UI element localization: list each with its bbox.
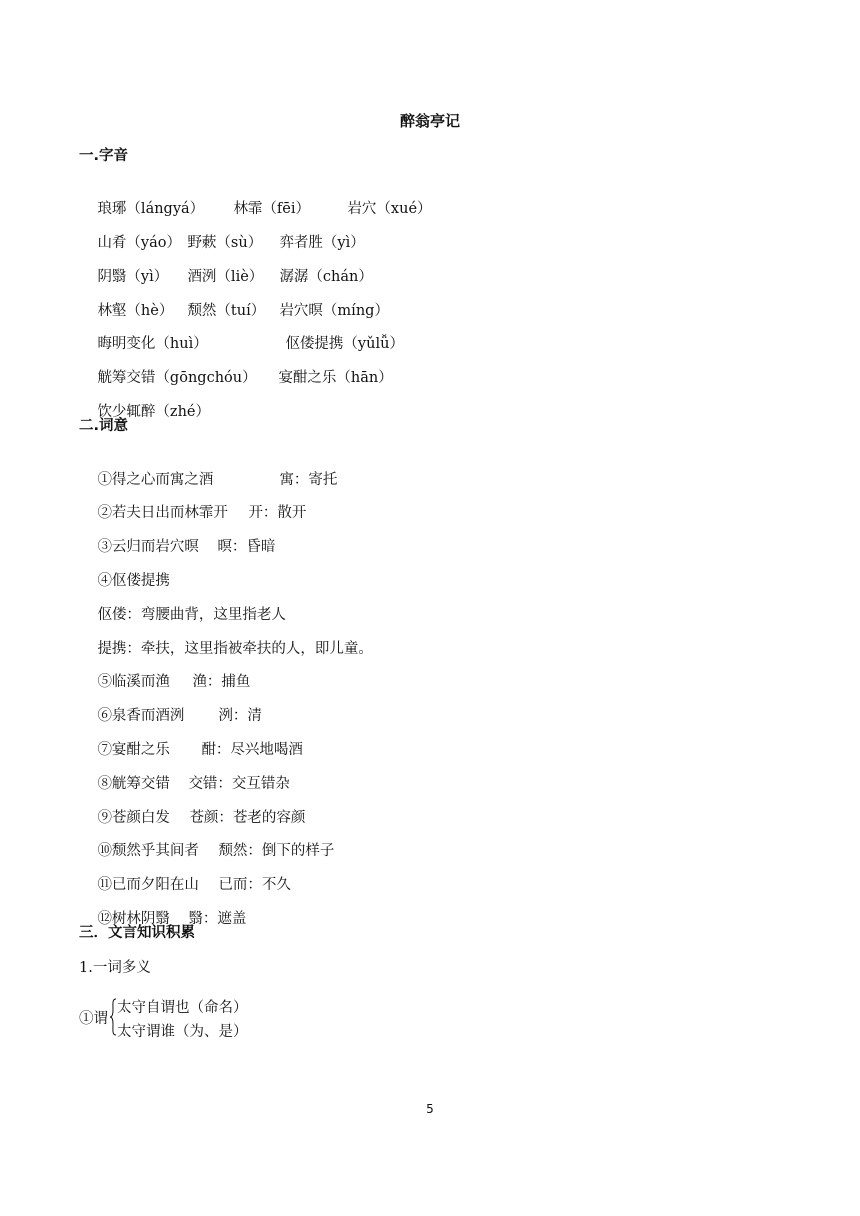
meaning-phrase: ⑤临溪而渔 [97, 674, 170, 690]
pronunciation-entry: 琅琊（lángyá） [97, 201, 205, 217]
meaning-phrase: ⑥泉香而酒洌 [97, 708, 185, 724]
pronunciation-entry: 晦明变化（huì） [97, 336, 208, 352]
page-number: 5 [426, 1102, 434, 1116]
meaning-phrase: ②若夫日出而林霏开 [97, 505, 228, 521]
section-heading-word-meaning: 二.词意 [79, 418, 129, 434]
meaning-phrase: ⑩颓然乎其间者 [97, 843, 199, 859]
polysemy-meaning: 太守谓谁（为、是） [117, 1024, 248, 1040]
meaning-phrase: ⑧觥筹交错 [97, 776, 170, 792]
pronunciation-entry: 宴酣之乐（hān） [278, 370, 393, 386]
meaning-gloss: 颓然：倒下的样子 [218, 843, 335, 859]
meaning-gloss: 开：散开 [248, 505, 307, 521]
polysemy-label: ①谓 [79, 1011, 108, 1027]
pronunciation-entry: 弈者胜（yì） [279, 235, 365, 251]
page-title: 醉翁亭记 [399, 112, 460, 130]
pronunciation-entry: 野蔌（sù） [187, 235, 263, 251]
meaning-gloss: 翳：遮盖 [188, 911, 247, 927]
pronunciation-entry: 山肴（yáo） [97, 235, 182, 251]
curly-brace-icon [109, 998, 117, 1036]
meaning-gloss: 寓：寄托 [279, 472, 338, 488]
meaning-phrase: ⑫树林阴翳 [97, 911, 170, 927]
meaning-gloss: 伛偻：弯腰曲背，这里指老人 [97, 607, 286, 623]
meaning-gloss: 苍颜：苍老的容颜 [189, 810, 306, 826]
pronunciation-entry: 酒洌（liè） [187, 269, 264, 285]
meaning-gloss: 洌：清 [218, 708, 262, 724]
pronunciation-entry: 岩穴（xué） [347, 201, 432, 217]
pronunciation-entry: 饮少辄醉（zhé） [97, 404, 210, 420]
pronunciation-entry: 觥筹交错（gōngchóu） [97, 370, 257, 386]
pronunciation-entry: 伛偻提携（yǔlǚ） [285, 336, 404, 352]
meaning-gloss: 交错：交互错杂 [188, 776, 290, 792]
pronunciation-entry: 林壑（hè） [97, 303, 174, 319]
polysemy-entry [79, 996, 379, 1040]
meaning-gloss: 酣：尽兴地喝酒 [201, 742, 303, 758]
meaning-phrase: ①得之心而寓之酒 [97, 472, 214, 488]
meaning-phrase: ⑪已而夕阳在山 [97, 877, 199, 893]
meaning-gloss: 暝：昏暗 [217, 539, 276, 555]
pronunciation-entry: 岩穴暝（míng） [279, 303, 389, 319]
meaning-phrase: ⑨苍颜白发 [97, 810, 170, 826]
meaning-gloss: 已而：不久 [218, 877, 291, 893]
meaning-phrase: ③云归而岩穴暝 [97, 539, 199, 555]
meaning-phrase: ④伛偻提携 [97, 573, 170, 589]
meaning-gloss: 提携：牵扶，这里指被牵扶的人，即儿童。 [97, 641, 373, 657]
section-heading-pronunciation: 一.字音 [79, 148, 129, 164]
section-heading-classical-knowledge: 三．文言知识积累 [79, 925, 195, 941]
pronunciation-entry: 颓然（tuí） [187, 303, 266, 319]
meaning-phrase: ⑦宴酣之乐 [97, 742, 170, 758]
polysemy-meaning: 太守自谓也（命名） [117, 1000, 248, 1016]
pronunciation-entry: 林霏（fēi） [233, 201, 311, 217]
pronunciation-entry: 潺潺（chán） [279, 269, 373, 285]
meaning-gloss: 渔：捕鱼 [192, 674, 251, 690]
pronunciation-entry: 阴翳（yì） [97, 269, 169, 285]
subheading-polysemy: 1.一词多义 [79, 960, 151, 976]
